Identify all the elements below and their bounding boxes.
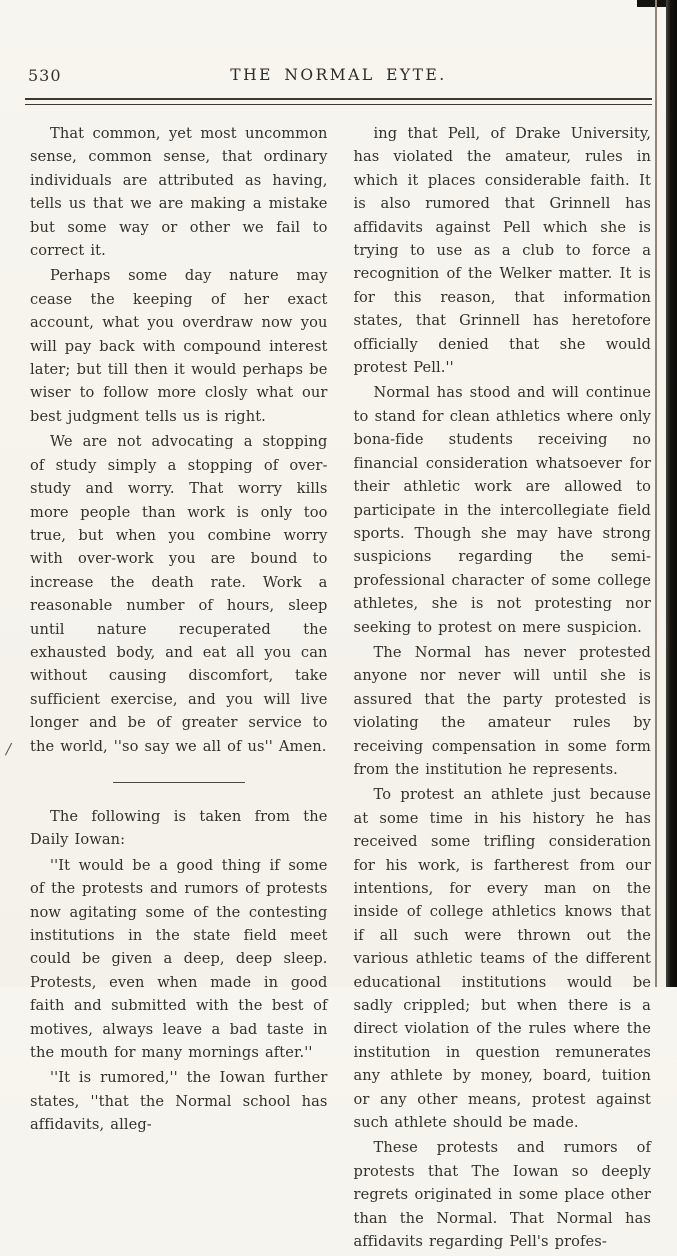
paragraph: The Normal has never protested anyone nor never will until she is assured that the party protested is violating the amateur rules by receiving compensation in some form from the institution he represents.	[353, 643, 651, 778]
paragraph: That common, yet most uncommon sense, common sense, that ordinary individuals are attributed as having, tells us that we are making a mistake but some way or other we fail to correct it.	[30, 125, 328, 260]
header-double-rule	[25, 98, 652, 105]
paragraph: We are not advocating a stopping of study simply a stopping of over-study and worry. That worry kills more people than work is only too true, but when you combine worry with over-work you are bound to increase the death rate. Work a reasonable number of hours, sleep until nature recuperated the exhausted body, and eat all you can without causing discomfort, take sufficient exercise, and you will live longer and be of greater service to the world, ''so say we all of us'' Amen.	[30, 433, 328, 755]
scan-edge-shadow	[666, 0, 677, 987]
left-column	[30, 122, 328, 1256]
paragraph: These protests and rumors of protests that The Iowan so deeply regrets originated in some place other than the Normal. That Normal has affidavits regarding Pell's profes-	[353, 1139, 651, 1251]
margin-pen-mark: /	[6, 740, 12, 758]
page-header	[0, 0, 677, 92]
paragraph: ''It would be a good thing if some of the protests and rumors of protests now agitating some of the contesting institutions in the state field meet could be given a deep, deep sleep. Protests, even when made in good faith and submitted with the best of motives, always leave a bad taste in the mouth for many mornings after.''	[30, 856, 328, 1062]
paragraph: ''It is rumored,'' the Iowan further states, ''that the Normal school has affidavits, alleg-	[30, 1069, 328, 1134]
section-divider	[113, 782, 245, 783]
paragraph: Normal has stood and will continue to stand for clean athletics where only bona-fide students receiving no financial consideration whatsoever for their athletic work are allowed to participate in the intercollegiate field sports. Though she may have strong suspicions regarding the semi-professional character of some college athletes, she is not protesting nor seeking to protest on mere suspicion.	[353, 384, 651, 636]
text-columns	[0, 105, 677, 1256]
scan-edge-line	[655, 0, 657, 987]
scan-corner-shadow	[637, 0, 669, 7]
paragraph: ing that Pell, of Drake University, has violated the amateur, rules in which it places considerable faith. It is also rumored that Grinnell has affidavits against Pell which she is trying to use as a club to force a recognition of the Welker matter. It is for this reason, that information states, that Grinnell has heretofore officially denied that she would protest Pell.''	[353, 125, 651, 377]
publication-title: THE NORMAL EYTE.	[230, 66, 447, 84]
paragraph: The following is taken from the Daily Iowan:	[30, 807, 328, 849]
right-column	[354, 122, 652, 1256]
page-number: 530	[28, 66, 62, 85]
paragraph: Perhaps some day nature may cease the keeping of her exact account, what you overdraw now you will pay back with compound interest later; but till then it would perhaps be wiser to follow more closly what our best judgment tells us is right.	[30, 267, 328, 425]
paragraph: To protest an athlete just because at some time in his history he has received some trifling consideration for his work, is fartherest from our intentions, for every man on the inside of college athletics knows that if all such were thrown out the various athletic teams of the different educational institutions would be sadly crippled; but when there is a direct violation of the rules where the institution in question remunerates any athlete by money, board, tuition or any other means, protest against such athlete should be made.	[353, 786, 651, 1132]
